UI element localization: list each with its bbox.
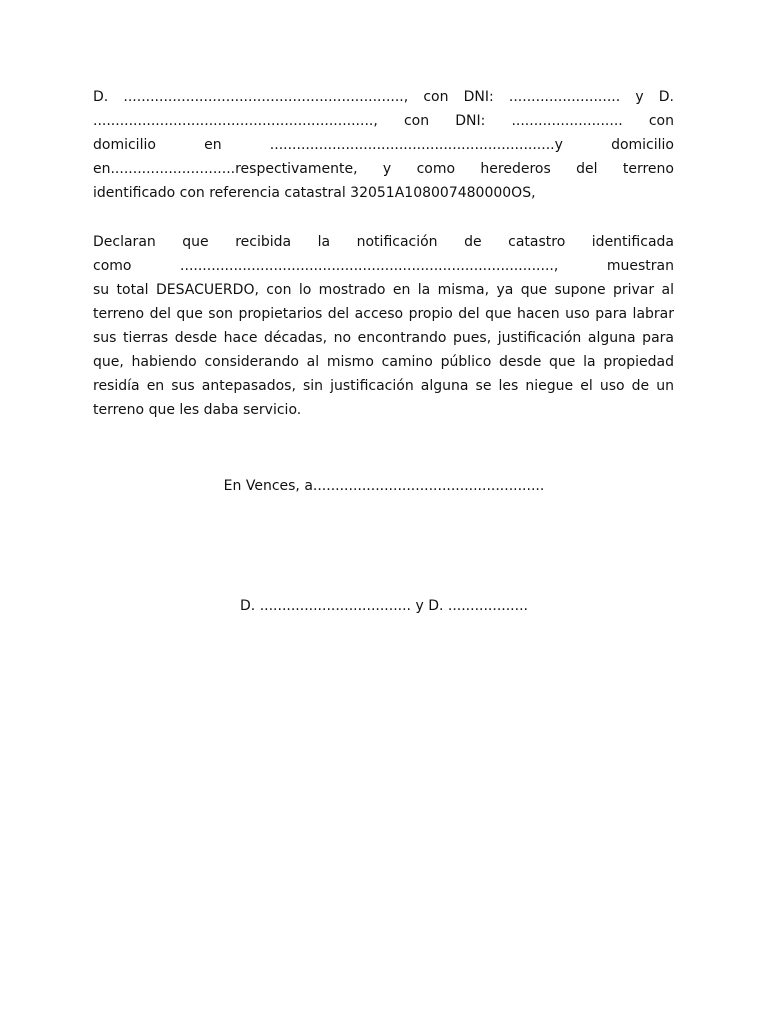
paragraph2-line-7: residía en sus antepasados, sin justificación alguna se les niegue el uso de un xyxy=(93,378,674,394)
paragraph1-line-5: identificado con referencia catastral 32051A108007480000OS, xyxy=(93,185,536,201)
paragraph2-line-5: sus tierras desde hace décadas, no encontrando pues, justificación alguna para xyxy=(93,330,674,346)
paragraph2-line-6: que, habiendo considerando al mismo camino público desde que la propiedad xyxy=(93,354,674,370)
signature-line: D. .................................. y D. .................. xyxy=(240,598,528,614)
paragraph1-line-1: D. ..............................................................., con DNI: ......................... y D. xyxy=(93,89,674,105)
paragraph2-line-4: terreno del que son propietarios del acceso propio del que hacen uso para labrar xyxy=(93,306,674,322)
paragraph1-line-2: ..............................................................., con DNI: ......................... con xyxy=(93,113,674,129)
paragraph1-line-3: domicilio en ................................................................y domicilio xyxy=(93,137,674,153)
paragraph1-line-4: en............................respectivamente, y como herederos del terreno xyxy=(93,161,674,177)
place-date-line: En Vences, a.................................................... xyxy=(223,478,545,494)
paragraph2-line-2: como ...................................................................................., muestran xyxy=(93,258,674,274)
paragraph2-line-3: su total DESACUERDO, con lo mostrado en la misma, ya que supone privar al xyxy=(93,282,674,298)
paragraph2-line-8: terreno que les daba servicio. xyxy=(93,402,302,418)
paragraph2-line-1: Declaran que recibida la notificación de catastro identificada xyxy=(93,234,674,250)
